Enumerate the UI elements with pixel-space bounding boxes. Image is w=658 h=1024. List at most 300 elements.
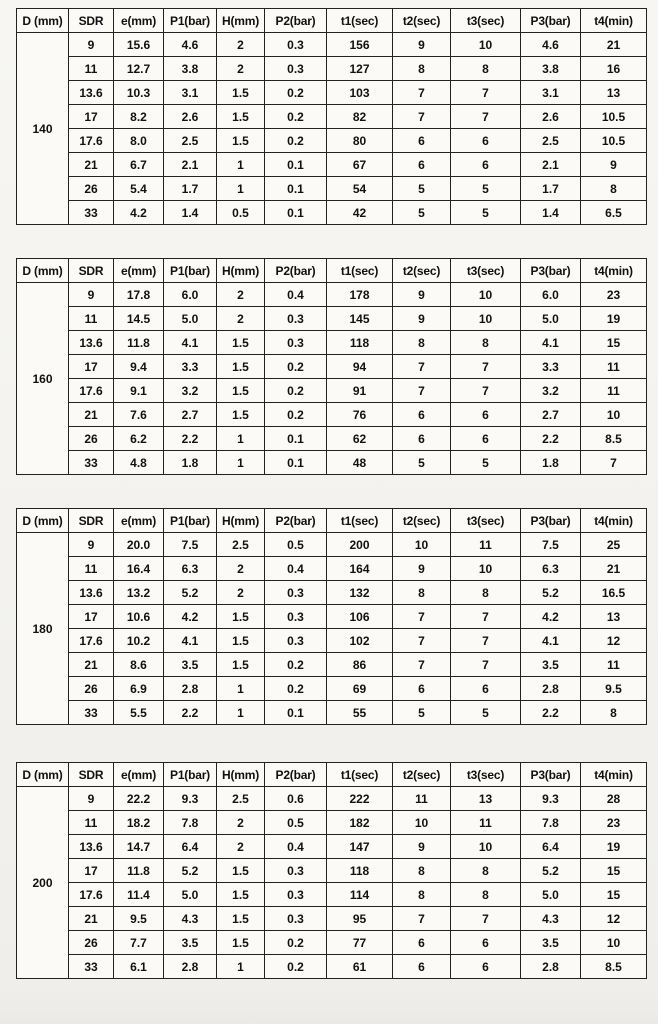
table-row [17, 129, 647, 153]
table-row [17, 907, 647, 931]
table-cell: 1.5 [217, 907, 265, 931]
table-cell: 11 [451, 533, 521, 557]
header-row [17, 259, 647, 283]
table-cell: 7 [451, 653, 521, 677]
table-cell: 2.8 [164, 955, 217, 979]
table-cell: 0.1 [265, 451, 327, 475]
table-cell: 5.2 [521, 581, 581, 605]
table-cell: 9 [393, 835, 451, 859]
table-cell: 5.0 [164, 307, 217, 331]
table-cell: 13 [581, 605, 647, 629]
table-cell: 5.2 [164, 859, 217, 883]
table-cell: 14.7 [114, 835, 164, 859]
table-cell: 26 [69, 427, 114, 451]
table-cell: 6 [393, 427, 451, 451]
table-cell: 8.6 [114, 653, 164, 677]
spec-table-2 [16, 258, 647, 475]
table-cell: 3.5 [164, 931, 217, 955]
column-header: P1(bar) [164, 9, 217, 33]
table-cell: 11 [69, 57, 114, 81]
table-cell: 13.2 [114, 581, 164, 605]
column-header: P1(bar) [164, 259, 217, 283]
table-cell: 16 [581, 57, 647, 81]
column-header: P3(bar) [521, 763, 581, 787]
table-cell: 8 [393, 883, 451, 907]
table-cell: 2.6 [164, 105, 217, 129]
table-cell: 69 [327, 677, 393, 701]
table-cell: 1.5 [217, 605, 265, 629]
table-cell: 1.5 [217, 403, 265, 427]
column-header: P3(bar) [521, 509, 581, 533]
column-header: D (mm) [17, 259, 69, 283]
table-row [17, 629, 647, 653]
table-cell: 0.2 [265, 105, 327, 129]
table-cell: 0.3 [265, 605, 327, 629]
table-cell: 2.2 [164, 427, 217, 451]
table-cell: 10 [451, 835, 521, 859]
table-cell: 8 [451, 57, 521, 81]
table-cell: 2 [217, 581, 265, 605]
table-cell: 2.6 [521, 105, 581, 129]
table-cell: 1.5 [217, 355, 265, 379]
table-cell: 61 [327, 955, 393, 979]
table-cell: 17 [69, 605, 114, 629]
table-cell: 132 [327, 581, 393, 605]
table-cell: 19 [581, 307, 647, 331]
table-cell: 13.6 [69, 835, 114, 859]
column-header: t1(sec) [327, 763, 393, 787]
table-cell: 2.8 [164, 677, 217, 701]
table-cell: 0.4 [265, 835, 327, 859]
table-cell: 200 [327, 533, 393, 557]
table-cell: 7 [451, 379, 521, 403]
table-cell: 7 [393, 355, 451, 379]
table-cell: 2.8 [521, 677, 581, 701]
table-cell: 3.2 [164, 379, 217, 403]
table-cell: 2.2 [521, 427, 581, 451]
table-cell: 10 [451, 283, 521, 307]
table-cell: 2.7 [164, 403, 217, 427]
table-cell: 178 [327, 283, 393, 307]
table-cell: 6.0 [164, 283, 217, 307]
column-header: t4(min) [581, 9, 647, 33]
table-cell: 2.2 [164, 701, 217, 725]
table-cell: 1.5 [217, 859, 265, 883]
table-cell: 82 [327, 105, 393, 129]
column-header: SDR [69, 763, 114, 787]
header-row [17, 763, 647, 787]
table-cell: 7 [393, 379, 451, 403]
table-cell: 15 [581, 883, 647, 907]
table-row [17, 403, 647, 427]
table-cell: 1.5 [217, 629, 265, 653]
table-cell: 1 [217, 451, 265, 475]
table-cell: 16.4 [114, 557, 164, 581]
table-cell: 13 [451, 787, 521, 811]
column-header: e(mm) [114, 509, 164, 533]
column-header: H(mm) [217, 763, 265, 787]
table-row [17, 605, 647, 629]
table-cell: 12 [581, 907, 647, 931]
table-cell: 3.8 [521, 57, 581, 81]
column-header: t1(sec) [327, 509, 393, 533]
table-cell: 11.4 [114, 883, 164, 907]
table-cell: 2.1 [521, 153, 581, 177]
table-cell: 0.2 [265, 677, 327, 701]
table-cell: 9 [393, 307, 451, 331]
table-row [17, 787, 647, 811]
column-header: P1(bar) [164, 763, 217, 787]
table-row [17, 701, 647, 725]
table-cell: 42 [327, 201, 393, 225]
table-cell: 2 [217, 283, 265, 307]
table-cell: 21 [69, 907, 114, 931]
table-cell: 15.6 [114, 33, 164, 57]
diameter-cell: 140 [17, 33, 69, 225]
table-cell: 7 [451, 81, 521, 105]
column-header: H(mm) [217, 509, 265, 533]
table-cell: 2.1 [164, 153, 217, 177]
table-cell: 55 [327, 701, 393, 725]
table-cell: 21 [69, 153, 114, 177]
table-cell: 6 [451, 129, 521, 153]
table-row [17, 931, 647, 955]
table-cell: 1.5 [217, 105, 265, 129]
table-cell: 6 [451, 955, 521, 979]
table-cell: 3.5 [164, 653, 217, 677]
table-cell: 7 [393, 81, 451, 105]
table-cell: 33 [69, 955, 114, 979]
table-cell: 0.3 [265, 883, 327, 907]
column-header: P3(bar) [521, 9, 581, 33]
table-row [17, 427, 647, 451]
table-cell: 5.0 [521, 883, 581, 907]
table-cell: 0.5 [265, 811, 327, 835]
table-cell: 4.1 [164, 629, 217, 653]
table-cell: 1 [217, 955, 265, 979]
column-header: D (mm) [17, 9, 69, 33]
table-cell: 6 [451, 153, 521, 177]
table-cell: 21 [69, 403, 114, 427]
table-cell: 0.5 [217, 201, 265, 225]
table-cell: 1.7 [164, 177, 217, 201]
table-cell: 3.5 [521, 931, 581, 955]
table-cell: 0.3 [265, 581, 327, 605]
header-row [17, 509, 647, 533]
diameter-cell: 180 [17, 533, 69, 725]
table-row [17, 81, 647, 105]
table-cell: 7 [451, 105, 521, 129]
table-cell: 8.2 [114, 105, 164, 129]
table-cell: 4.6 [521, 33, 581, 57]
column-header: t2(sec) [393, 9, 451, 33]
table-cell: 5.5 [114, 701, 164, 725]
table-cell: 11.8 [114, 331, 164, 355]
column-header: e(mm) [114, 259, 164, 283]
table-cell: 33 [69, 201, 114, 225]
table-cell: 0.6 [265, 787, 327, 811]
table-row [17, 283, 647, 307]
table-cell: 5 [451, 177, 521, 201]
table-cell: 6 [393, 153, 451, 177]
column-header: SDR [69, 509, 114, 533]
table-cell: 0.5 [265, 533, 327, 557]
table-cell: 86 [327, 653, 393, 677]
table-cell: 4.2 [164, 605, 217, 629]
table-cell: 1.5 [217, 129, 265, 153]
table-cell: 6.3 [164, 557, 217, 581]
table-row [17, 57, 647, 81]
table-cell: 0.1 [265, 153, 327, 177]
table-cell: 2 [217, 57, 265, 81]
table-cell: 15 [581, 331, 647, 355]
table-cell: 7 [393, 105, 451, 129]
table-cell: 12.7 [114, 57, 164, 81]
column-header: e(mm) [114, 763, 164, 787]
table-cell: 23 [581, 811, 647, 835]
table-cell: 8 [451, 581, 521, 605]
table-cell: 28 [581, 787, 647, 811]
table-cell: 8.5 [581, 427, 647, 451]
table-cell: 6 [451, 677, 521, 701]
table-cell: 1.7 [521, 177, 581, 201]
table-cell: 9 [69, 533, 114, 557]
table-cell: 0.2 [265, 403, 327, 427]
table-cell: 3.3 [164, 355, 217, 379]
table-cell: 6.5 [581, 201, 647, 225]
table-cell: 8.5 [581, 955, 647, 979]
table-cell: 5.0 [521, 307, 581, 331]
column-header: t1(sec) [327, 9, 393, 33]
table-cell: 4.1 [521, 331, 581, 355]
table-cell: 1 [217, 177, 265, 201]
table-cell: 0.2 [265, 379, 327, 403]
table-cell: 0.2 [265, 81, 327, 105]
table-cell: 9.5 [581, 677, 647, 701]
table-cell: 6.1 [114, 955, 164, 979]
table-cell: 7 [451, 629, 521, 653]
table-cell: 11 [69, 811, 114, 835]
table-cell: 13.6 [69, 331, 114, 355]
table-cell: 7.6 [114, 403, 164, 427]
table-cell: 5.2 [164, 581, 217, 605]
table-cell: 26 [69, 677, 114, 701]
table-cell: 1.5 [217, 653, 265, 677]
column-header: P3(bar) [521, 259, 581, 283]
table-cell: 10.5 [581, 105, 647, 129]
table-cell: 3.8 [164, 57, 217, 81]
column-header: t4(min) [581, 509, 647, 533]
table-cell: 3.1 [521, 81, 581, 105]
column-header: t2(sec) [393, 763, 451, 787]
table-cell: 4.1 [164, 331, 217, 355]
table-cell: 3.1 [164, 81, 217, 105]
table-cell: 10 [581, 931, 647, 955]
table-cell: 6.2 [114, 427, 164, 451]
table-cell: 25 [581, 533, 647, 557]
table-cell: 1 [217, 427, 265, 451]
table-cell: 8 [581, 177, 647, 201]
table-cell: 6 [393, 955, 451, 979]
table-cell: 6 [451, 427, 521, 451]
table-cell: 0.3 [265, 307, 327, 331]
table-cell: 7 [451, 605, 521, 629]
table-cell: 1.4 [164, 201, 217, 225]
table-cell: 8 [451, 883, 521, 907]
table-cell: 11 [451, 811, 521, 835]
table-cell: 6.7 [114, 153, 164, 177]
table-cell: 164 [327, 557, 393, 581]
table-cell: 10.5 [581, 129, 647, 153]
table-cell: 2.5 [217, 533, 265, 557]
table-cell: 0.3 [265, 859, 327, 883]
table-cell: 1.8 [164, 451, 217, 475]
table-row [17, 581, 647, 605]
table-cell: 0.4 [265, 557, 327, 581]
table-cell: 10 [581, 403, 647, 427]
table-cell: 4.2 [521, 605, 581, 629]
table-cell: 11 [393, 787, 451, 811]
table-row [17, 355, 647, 379]
table-cell: 127 [327, 57, 393, 81]
table-row [17, 835, 647, 859]
table-cell: 222 [327, 787, 393, 811]
column-header: H(mm) [217, 259, 265, 283]
table-cell: 9.3 [164, 787, 217, 811]
table-cell: 67 [327, 153, 393, 177]
table-cell: 7.5 [521, 533, 581, 557]
column-header: e(mm) [114, 9, 164, 33]
table-cell: 19 [581, 835, 647, 859]
table-cell: 118 [327, 331, 393, 355]
spec-table-3 [16, 508, 647, 725]
table-cell: 0.2 [265, 653, 327, 677]
table-cell: 17 [69, 859, 114, 883]
table-cell: 5 [451, 701, 521, 725]
table-cell: 1.5 [217, 931, 265, 955]
table-cell: 106 [327, 605, 393, 629]
table-cell: 17 [69, 355, 114, 379]
table-cell: 0.1 [265, 427, 327, 451]
table-row [17, 557, 647, 581]
table-row [17, 201, 647, 225]
table-cell: 1.8 [521, 451, 581, 475]
table-cell: 9 [69, 283, 114, 307]
table-cell: 0.3 [265, 907, 327, 931]
table-cell: 7.7 [114, 931, 164, 955]
table-cell: 11 [581, 653, 647, 677]
table-cell: 22.2 [114, 787, 164, 811]
table-cell: 3.5 [521, 653, 581, 677]
column-header: t3(sec) [451, 259, 521, 283]
table-cell: 2.5 [164, 129, 217, 153]
table-cell: 5.2 [521, 859, 581, 883]
table-row [17, 955, 647, 979]
table-cell: 7 [393, 629, 451, 653]
table-cell: 6 [393, 129, 451, 153]
table-cell: 5.0 [164, 883, 217, 907]
table-cell: 9 [393, 557, 451, 581]
table-cell: 1 [217, 701, 265, 725]
header-row [17, 9, 647, 33]
column-header: P1(bar) [164, 509, 217, 533]
table-cell: 147 [327, 835, 393, 859]
table-cell: 5 [451, 451, 521, 475]
column-header: t3(sec) [451, 509, 521, 533]
table-cell: 0.2 [265, 129, 327, 153]
table-row [17, 451, 647, 475]
table-row [17, 153, 647, 177]
table-cell: 1.5 [217, 883, 265, 907]
table-cell: 7 [393, 907, 451, 931]
table-row [17, 653, 647, 677]
diameter-cell: 160 [17, 283, 69, 475]
table-cell: 7.8 [521, 811, 581, 835]
table-cell: 2.7 [521, 403, 581, 427]
table-cell: 13.6 [69, 81, 114, 105]
table-cell: 91 [327, 379, 393, 403]
table-cell: 0.3 [265, 57, 327, 81]
column-header: P2(bar) [265, 763, 327, 787]
column-header: t2(sec) [393, 259, 451, 283]
table-cell: 6.3 [521, 557, 581, 581]
table-cell: 8 [393, 581, 451, 605]
table-cell: 80 [327, 129, 393, 153]
table-cell: 3.2 [521, 379, 581, 403]
table-cell: 12 [581, 629, 647, 653]
column-header: t4(min) [581, 763, 647, 787]
table-row [17, 33, 647, 57]
table-cell: 1.5 [217, 331, 265, 355]
column-header: D (mm) [17, 763, 69, 787]
column-header: SDR [69, 9, 114, 33]
table-row [17, 533, 647, 557]
table-cell: 77 [327, 931, 393, 955]
diameter-cell: 200 [17, 787, 69, 979]
table-cell: 54 [327, 177, 393, 201]
table-cell: 4.6 [164, 33, 217, 57]
table-cell: 9.3 [521, 787, 581, 811]
table-cell: 7 [581, 451, 647, 475]
table-cell: 10 [393, 533, 451, 557]
column-header: t3(sec) [451, 9, 521, 33]
table-cell: 4.8 [114, 451, 164, 475]
table-cell: 17 [69, 105, 114, 129]
table-cell: 9 [393, 33, 451, 57]
table-cell: 8 [393, 859, 451, 883]
column-header: P2(bar) [265, 9, 327, 33]
table-cell: 4.1 [521, 629, 581, 653]
table-row [17, 379, 647, 403]
table-cell: 33 [69, 451, 114, 475]
table-cell: 95 [327, 907, 393, 931]
table-cell: 11 [69, 307, 114, 331]
table-cell: 23 [581, 283, 647, 307]
table-cell: 0.2 [265, 931, 327, 955]
table-cell: 10.6 [114, 605, 164, 629]
table-cell: 0.3 [265, 629, 327, 653]
table-cell: 5 [393, 701, 451, 725]
table-cell: 2.5 [521, 129, 581, 153]
table-cell: 0.1 [265, 701, 327, 725]
table-cell: 5.4 [114, 177, 164, 201]
table-cell: 102 [327, 629, 393, 653]
table-cell: 6 [451, 403, 521, 427]
table-cell: 7 [451, 355, 521, 379]
table-cell: 0.3 [265, 331, 327, 355]
table-cell: 11 [581, 355, 647, 379]
table-cell: 17.8 [114, 283, 164, 307]
